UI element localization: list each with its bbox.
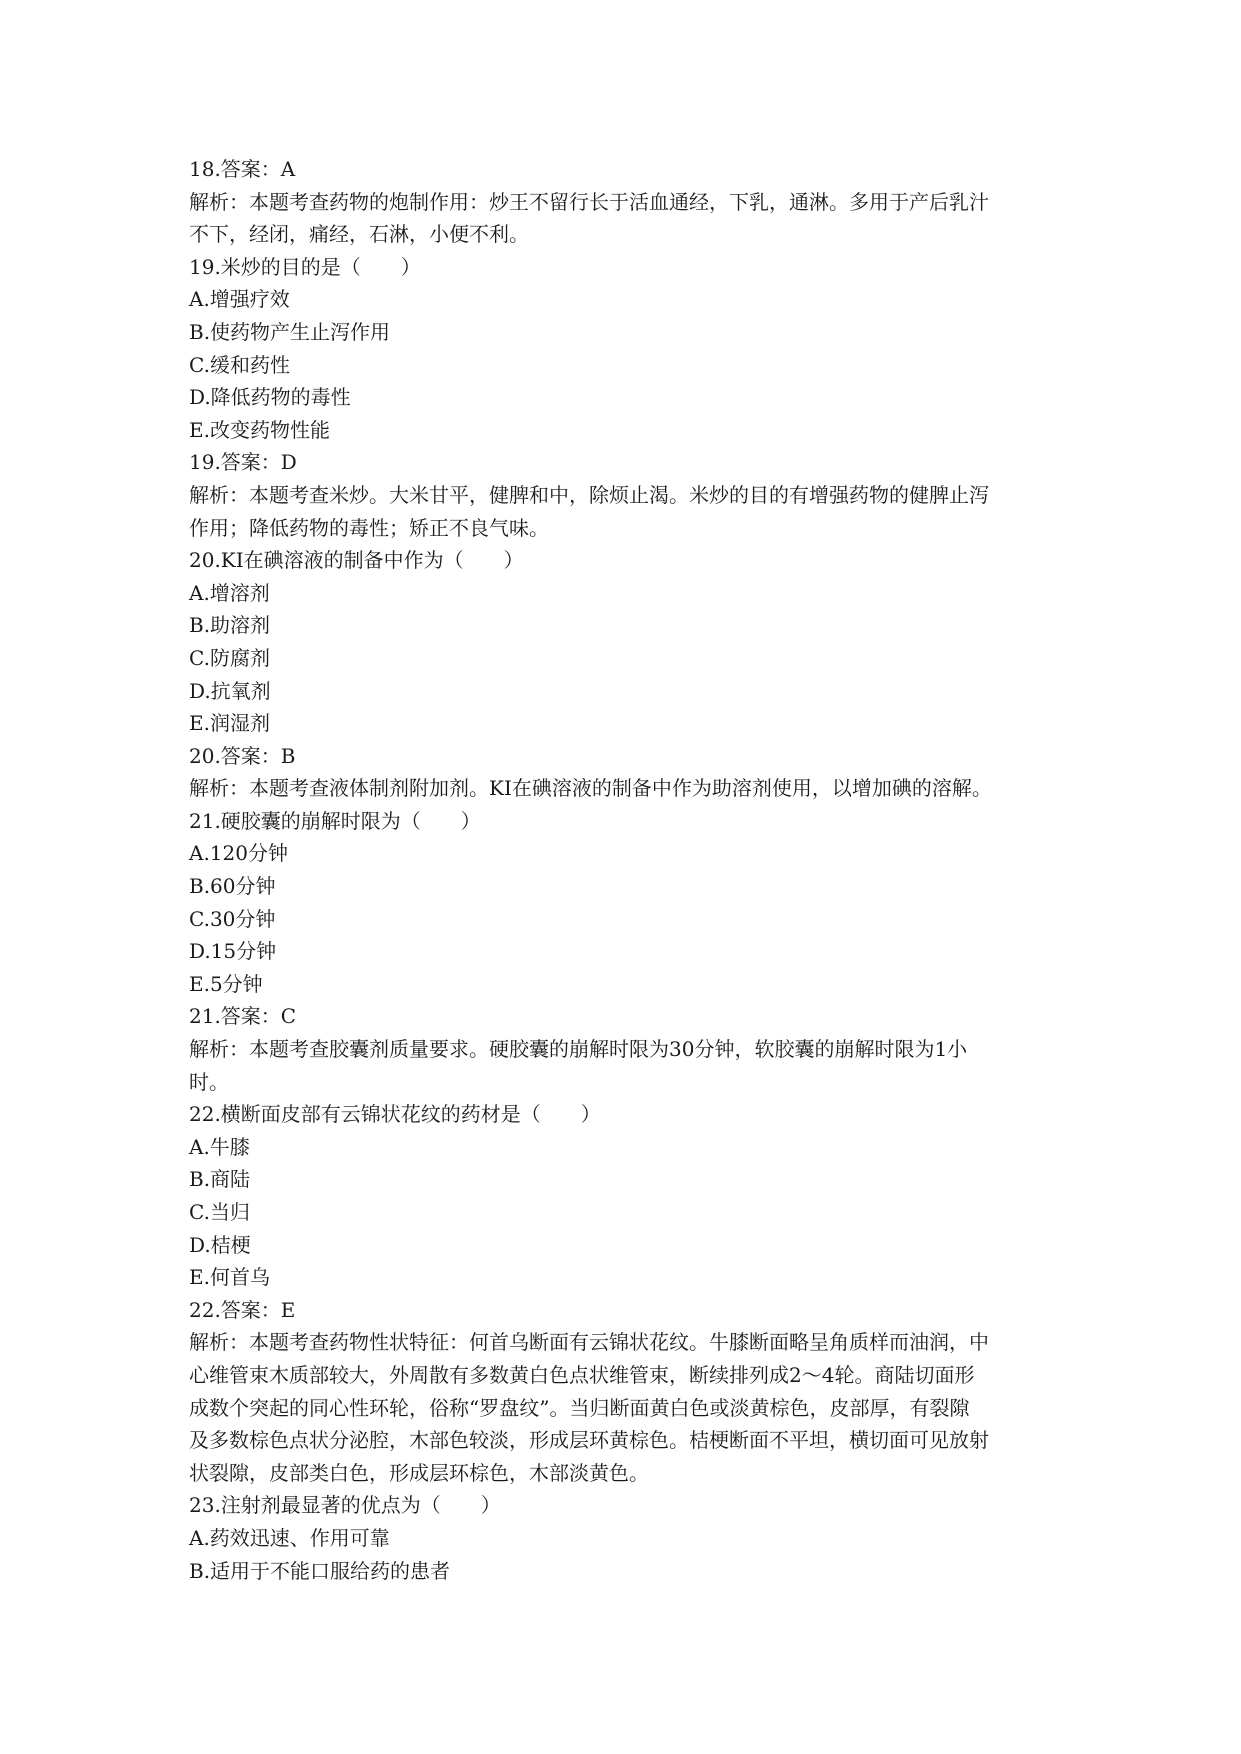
question-line: 21.硬胶囊的崩解时限为（ ） (189, 808, 481, 833)
document-body (189, 153, 1059, 1587)
option-line: D.15分钟 (189, 939, 277, 964)
explanation-line: 及多数棕色点状分泌腔，木部色较淡，形成层环黄棕色。桔梗断面不平坦，横切面可见放射 (189, 1428, 989, 1453)
explanation-line: 作用；降低药物的毒性；矫正不良气味。 (189, 515, 549, 540)
answer-line: 19.答案：D (189, 450, 297, 475)
option-line: A.120分钟 (189, 841, 288, 866)
explanation-line: 心维管束木质部较大，外周散有多数黄白色点状维管束，断续排列成2～4轮。商陆切面形 (189, 1362, 975, 1387)
explanation-line: 解析：本题考查米炒。大米甘平，健脾和中，除烦止渴。米炒的目的有增强药物的健脾止泻 (189, 482, 989, 507)
option-line: D.抗氧剂 (189, 678, 271, 703)
option-line: A.增溶剂 (189, 580, 270, 605)
option-line: E.何首乌 (189, 1265, 270, 1290)
option-line: C.当归 (189, 1200, 250, 1224)
option-line: B.使药物产生止泻作用 (189, 319, 391, 344)
question-line: 20.KI在碘溶液的制备中作为（ ） (189, 548, 524, 573)
explanation-line: 解析：本题考查药物性状特征：何首乌断面有云锦状花纹。牛膝断面略呈角质样而油润，中 (189, 1330, 989, 1355)
option-line: B.助溶剂 (189, 613, 271, 638)
option-line: B.60分钟 (189, 874, 276, 899)
option-line: B.商陆 (189, 1167, 251, 1192)
explanation-line: 解析：本题考查胶囊剂质量要求。硬胶囊的崩解时限为30分钟，软胶囊的崩解时限为1小 (189, 1037, 968, 1062)
option-line: D.降低药物的毒性 (189, 385, 351, 410)
explanation-line: 解析：本题考查液体制剂附加剂。KI在碘溶液的制备中作为助溶剂使用，以增加碘的溶解。 (189, 776, 992, 801)
explanation-line: 时。 (189, 1069, 229, 1094)
option-line: C.30分钟 (189, 906, 276, 931)
option-line: E.5分钟 (189, 971, 263, 996)
answer-line: 20.答案：B (189, 743, 296, 768)
answer-line: 22.答案：E (189, 1297, 296, 1322)
explanation-line: 不下，经闭，痛经，石淋，小便不利。 (189, 222, 529, 247)
explanation-line: 解析：本题考查药物的炮制作用：炒王不留行长于活血通经，下乳，通淋。多用于产后乳汁 (189, 189, 989, 214)
option-line: B.适用于不能口服给药的患者 (189, 1558, 451, 1583)
option-line: A.增强疗效 (189, 287, 290, 312)
option-line: E.润湿剂 (189, 711, 270, 736)
option-line: D.桔梗 (189, 1232, 251, 1257)
answer-line: 18.答案：A (189, 157, 296, 181)
answer-line: 21.答案：C (189, 1004, 297, 1029)
option-line: C.缓和药性 (189, 352, 290, 377)
explanation-line: 状裂隙，皮部类白色，形成层环棕色，木部淡黄色。 (189, 1460, 649, 1485)
explanation-line: 成数个突起的同心性环轮，俗称“罗盘纹”。当归断面黄白色或淡黄棕色，皮部厚，有裂隙 (189, 1395, 970, 1420)
option-line: A.药效迅速、作用可靠 (189, 1525, 390, 1550)
option-line: A.牛膝 (189, 1134, 250, 1159)
question-line: 22.横断面皮部有云锦状花纹的药材是（ ） (189, 1102, 601, 1127)
question-line: 23.注射剂最显著的优点为（ ） (189, 1493, 501, 1518)
option-line: C.防腐剂 (189, 645, 270, 670)
option-line: E.改变药物性能 (189, 417, 330, 442)
question-line: 19.米炒的目的是（ ） (189, 254, 421, 279)
